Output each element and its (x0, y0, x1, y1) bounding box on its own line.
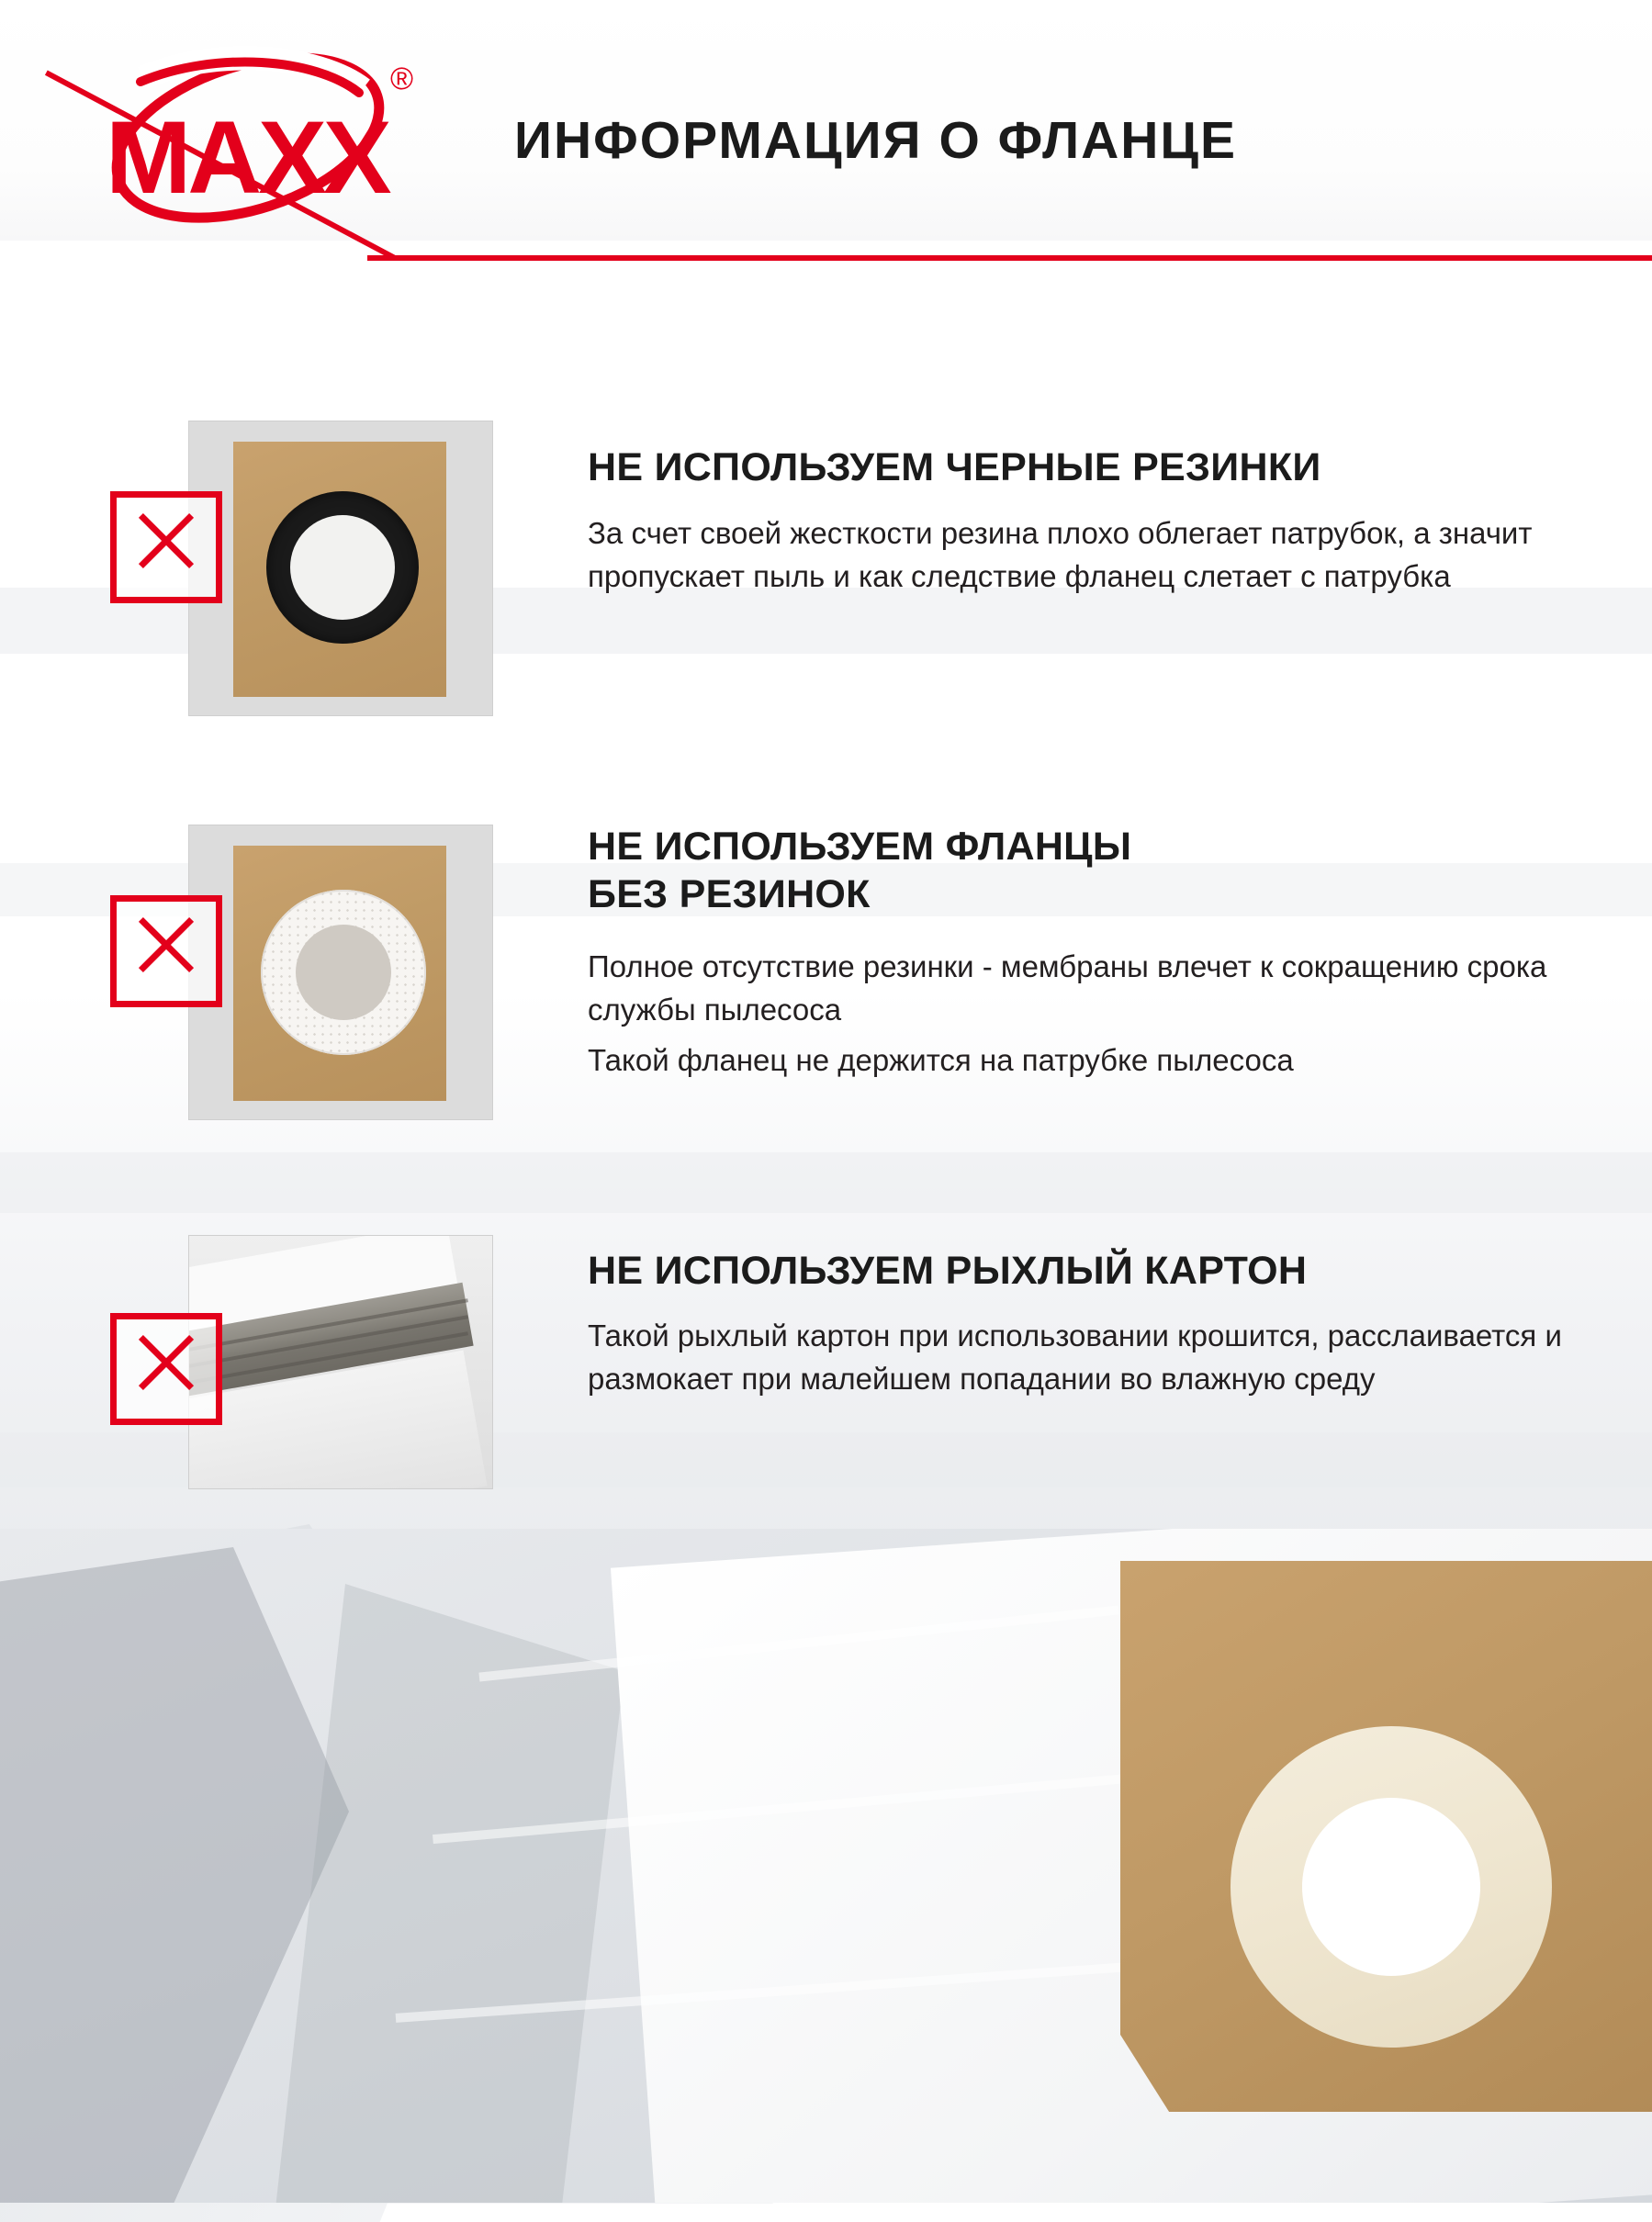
section-black-rubber-title: НЕ ИСПОЛЬЗУЕМ ЧЕРНЫЕ РЕЗИНКИ (588, 445, 1321, 489)
section-black-rubber-body: За счет своей жесткости резина плохо облегает патрубок, а значит пропускает пыль и как следствие фланец слетает с патрубка (588, 516, 1533, 593)
section-no-rubber-image (188, 825, 493, 1120)
decor-band-3 (0, 1152, 1652, 1213)
section-loose-cardboard-body: Такой рыхлый картон при использовании крошится, расслаивается и размокает при малейшем попадании во влажную среду (588, 1319, 1562, 1396)
section-no-rubber-body-line2: Такой фланец не держится на патрубке пылесоса (588, 1043, 1294, 1077)
section-no-rubber-title-line2: БЕЗ РЕЗИНОК (588, 872, 871, 916)
section-loose-cardboard-title: НЕ ИСПОЛЬЗУЕМ РЫХЛЫЙ КАРТОН (588, 1249, 1308, 1293)
header-rule (367, 255, 1652, 261)
ring-aperture-art (290, 515, 395, 620)
section-no-rubber-cross-icon (110, 895, 222, 1007)
section-black-rubber-cross-icon (110, 491, 222, 603)
section-no-rubber-body-line1: Полное отсутствие резинки - мембраны влечет к сокращению срока службы пылесоса (588, 949, 1547, 1027)
section-loose-cardboard-image (188, 1235, 493, 1489)
page-title: ИНФОРМАЦИЯ О ФЛАНЦЕ (514, 111, 1238, 170)
ring-aperture-art-2 (296, 925, 391, 1020)
registered-mark-icon: ® (390, 62, 414, 96)
section-black-rubber-image (188, 421, 493, 716)
brand-logo (87, 41, 473, 234)
page-header (0, 0, 1652, 246)
hero-ring-aperture (1302, 1798, 1480, 1976)
logo-wordmark: MAXX (106, 100, 388, 215)
hero-grey-shape-2 (275, 1584, 624, 2203)
section-loose-cardboard-cross-icon (110, 1313, 222, 1425)
section-no-rubber-title-line1: НЕ ИСПОЛЬЗУЕМ ФЛАНЦЫ (588, 825, 1132, 869)
